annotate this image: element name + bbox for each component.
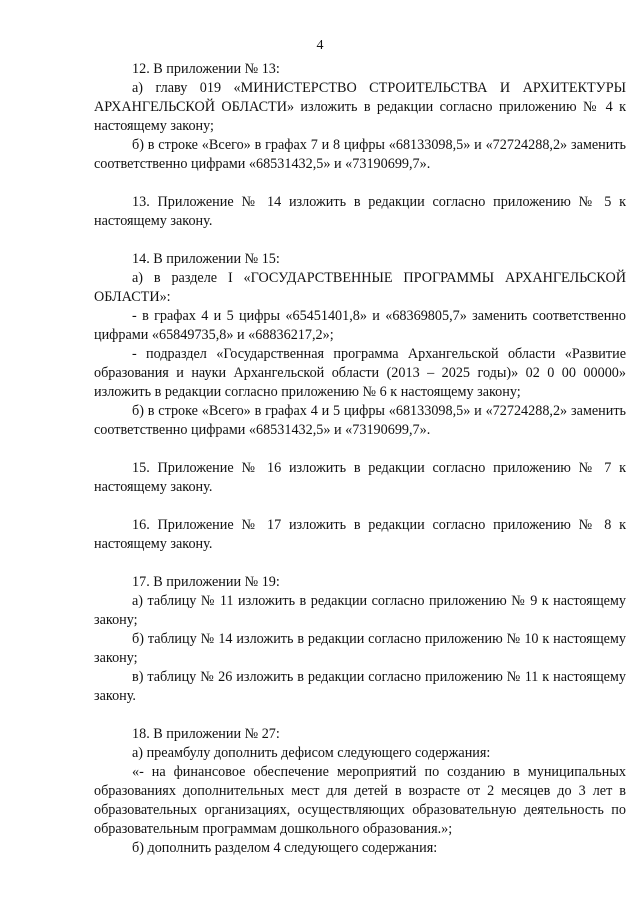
paragraph: б) дополнить разделом 4 следующего содержания: <box>132 840 438 856</box>
spacer <box>94 706 626 725</box>
paragraph: - в графах 4 и 5 цифры «65451401,8» и «68369805,7» заменить соответственно цифрами «65849735,8» и «68836217,2»; <box>94 308 626 343</box>
paragraph: - подраздел «Государственная программа Архангельской области «Развитие образования и науки Архангельской области (2013 – 2025 годы)» 02 0 00 00000» изложить в редакции согласно приложению № 6 к настоящему закону; <box>94 346 626 400</box>
paragraph: 14. В приложении № 15: <box>132 251 280 267</box>
paragraph: 12. В приложении № 13: <box>132 61 280 77</box>
spacer <box>94 440 626 459</box>
page-number: 4 <box>316 38 324 53</box>
spacer <box>94 497 626 516</box>
paragraph: б) в строке «Всего» в графах 4 и 5 цифры «68133098,5» и «72724288,2» заменить соответственно цифрами «68531432,5» и «73190699,7». <box>94 403 626 438</box>
paragraph: 16. Приложение № 17 изложить в редакции согласно приложению № 8 к настоящему закону. <box>94 517 626 552</box>
spacer <box>94 174 626 193</box>
paragraph: 17. В приложении № 19: <box>132 574 280 590</box>
paragraph: 13. Приложение № 14 изложить в редакции согласно приложению № 5 к настоящему закону. <box>94 194 626 229</box>
paragraph: а) в разделе I «ГОСУДАРСТВЕННЫЕ ПРОГРАММЫ АРХАНГЕЛЬСКОЙ ОБЛАСТИ»: <box>94 270 626 305</box>
paragraph: а) таблицу № 11 изложить в редакции согласно приложению № 9 к настоящему закону; <box>94 593 626 628</box>
paragraph: б) таблицу № 14 изложить в редакции согласно приложению № 10 к настоящему закону; <box>94 631 626 666</box>
spacer <box>94 231 626 250</box>
paragraph: 18. В приложении № 27: <box>132 726 280 742</box>
paragraph: б) в строке «Всего» в графах 7 и 8 цифры «68133098,5» и «72724288,2» заменить соответственно цифрами «68531432,5» и «73190699,7». <box>94 137 626 172</box>
paragraph: а) главу 019 «МИНИСТЕРСТВО СТРОИТЕЛЬСТВА И АРХИТЕКТУРЫ АРХАНГЕЛЬСКОЙ ОБЛАСТИ» изложить в редакции согласно приложению № 4 к настоящему закону; <box>94 80 626 134</box>
paragraph: 15. Приложение № 16 изложить в редакции согласно приложению № 7 к настоящему закону. <box>94 460 626 495</box>
paragraph: «- на финансовое обеспечение мероприятий по созданию в муниципальных образованиях дополнительных мест для детей в возрасте от 2 месяцев до 3 лет в образовательных организациях, осуществляющих образовательную деятельность по образовательным программам дошкольного образования.»; <box>94 764 626 837</box>
document-body <box>94 60 626 858</box>
spacer <box>94 554 626 573</box>
paragraph: а) преамбулу дополнить дефисом следующего содержания: <box>132 745 491 761</box>
paragraph: в) таблицу № 26 изложить в редакции согласно приложению № 11 к настоящему закону. <box>94 669 626 704</box>
